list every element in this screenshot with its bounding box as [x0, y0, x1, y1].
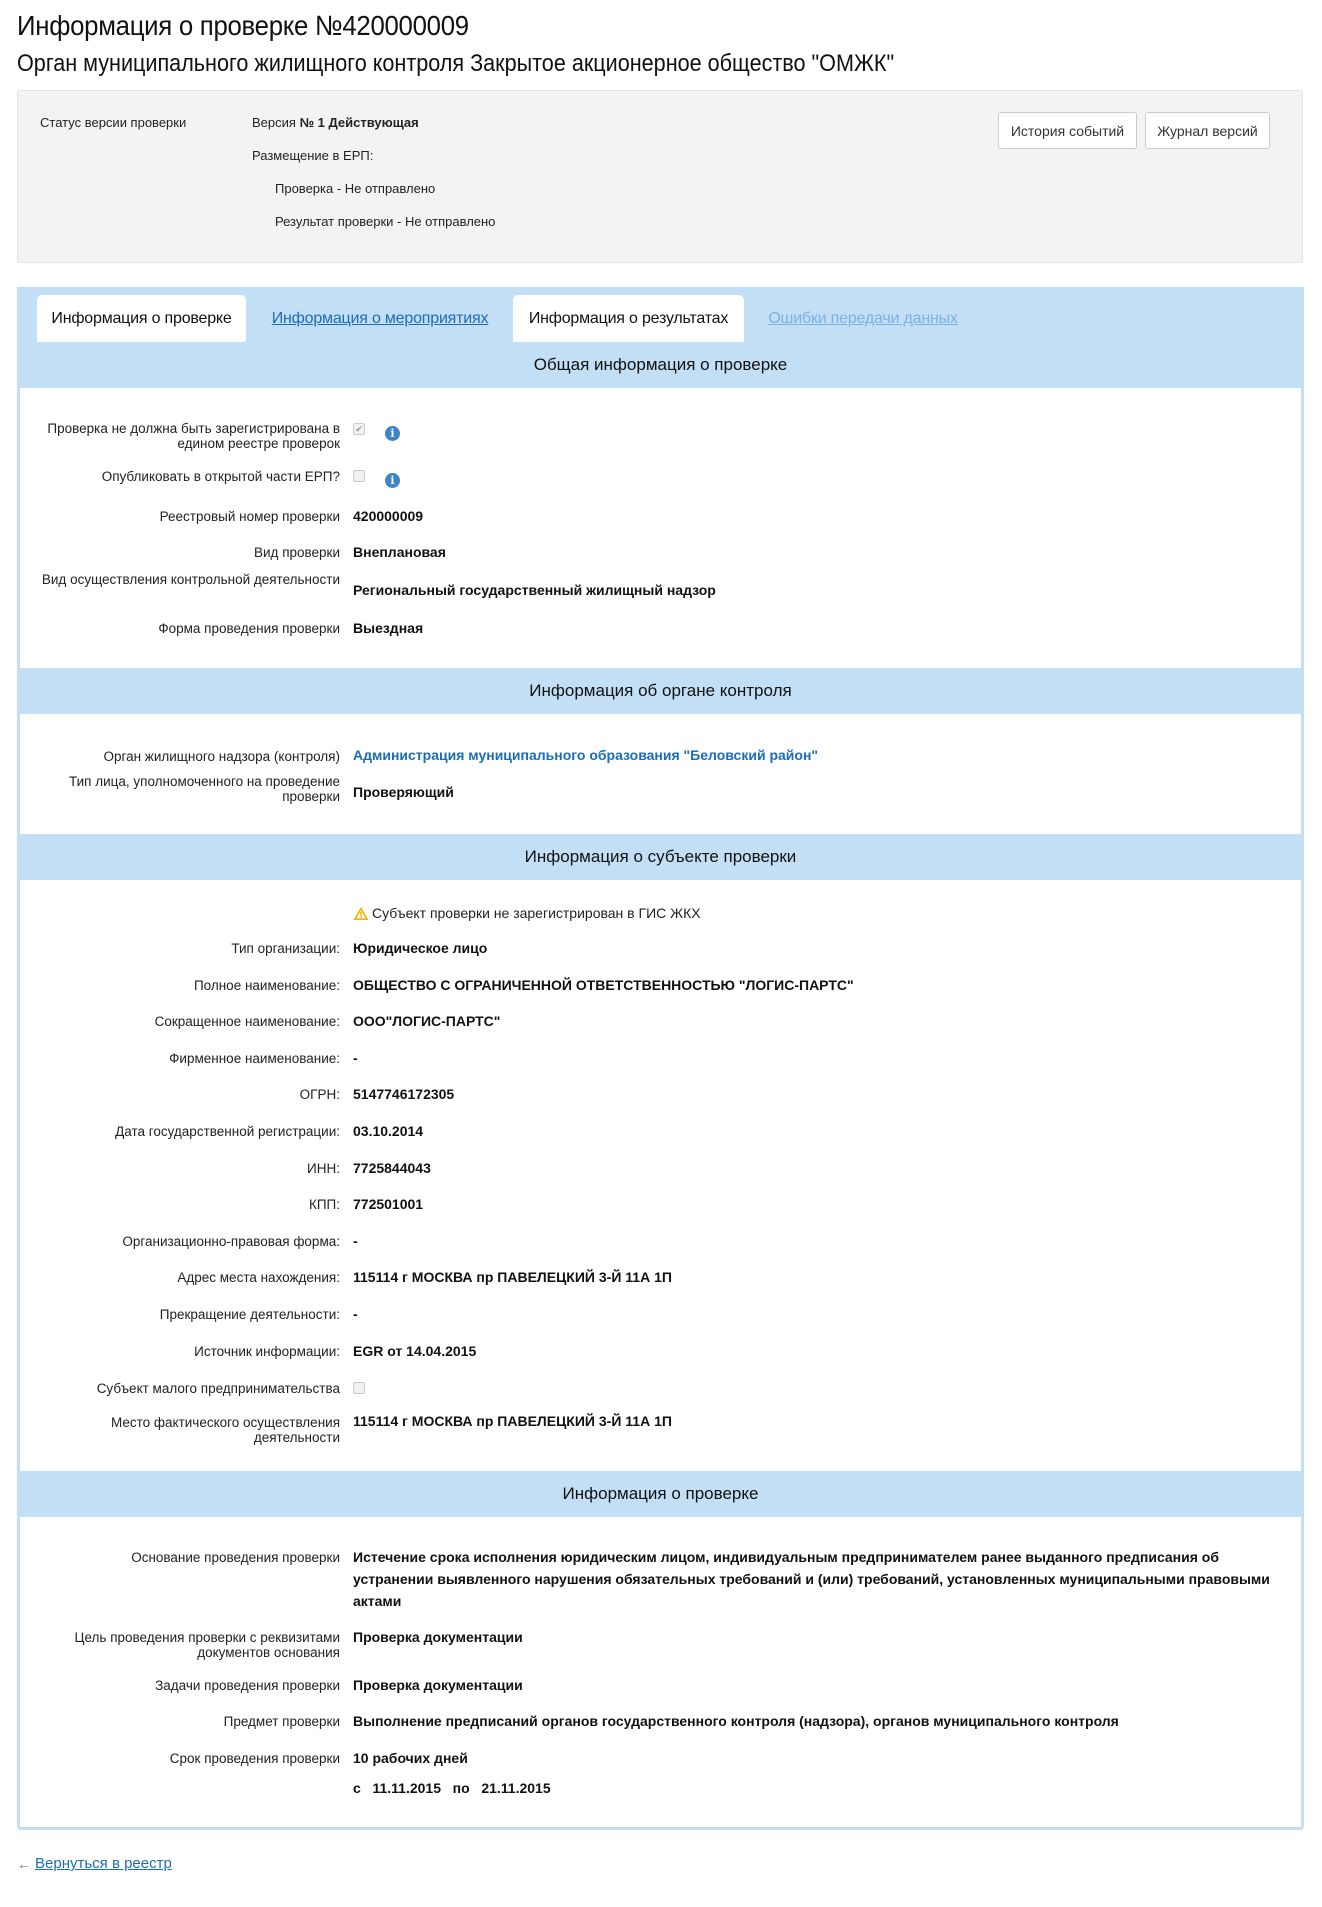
section-inspection-header: Информация о проверке [20, 1471, 1301, 1517]
registry-number-label: Реестровый номер проверки [159, 509, 340, 524]
subject-field-value: 115114 г МОСКВА пр ПАВЕЛЕЦКИЙ 3-Й 11А 1П [353, 1269, 672, 1285]
actual-place-value: 115114 г МОСКВА пр ПАВЕЛЕЦКИЙ 3-Й 11А 1П [353, 1413, 672, 1429]
subject-field-value: Юридическое лицо [353, 940, 488, 956]
subject-field-label: КПП: [308, 1197, 340, 1212]
version-status-label: Статус версии проверки [40, 115, 187, 130]
version-log-button[interactable]: Журнал версий [1145, 112, 1270, 149]
subject-field-label: ОГРН: [299, 1087, 340, 1102]
tasks-value: Проверка документации [353, 1677, 523, 1693]
erp-check-status: Проверка - Не отправлено [275, 181, 436, 196]
subject-field-label: Фирменное наименование: [169, 1051, 340, 1066]
section-subject-header: Информация о субъекте проверки [20, 834, 1301, 880]
form-value: Выездная [353, 620, 424, 636]
subject-field-value: - [353, 1233, 358, 1249]
version-info [252, 115, 419, 130]
tab-transfer-errors[interactable]: Ошибки передачи данных [768, 309, 958, 327]
activity-label: Вид осуществления контрольной деятельности [41, 572, 340, 587]
inspection-type-value: Внеплановая [353, 544, 446, 560]
person-type-label: Тип лица, уполномоченного на проведение проверки [68, 774, 340, 804]
actual-place-label: Место фактического осуществления деятельности [110, 1415, 340, 1445]
subject-field-value: - [353, 1050, 358, 1066]
goal-value: Проверка документации [353, 1629, 523, 1645]
subject-field-label: Тип организации: [231, 941, 340, 956]
arrow-left-icon: ← [17, 1855, 31, 1872]
subject-field-label: Организационно-правовая форма: [122, 1234, 340, 1249]
subject-field-label: Сокращенное наименование: [154, 1014, 340, 1029]
publish-label: Опубликовать в открытой части ЕРП? [101, 469, 340, 484]
activity-value: Региональный государственный жилищный надзор [353, 582, 716, 598]
subject-value: Выполнение предписаний органов государственного контроля (надзора), органов муниципального контроля [353, 1713, 1119, 1729]
goal-label: Цель проведения проверки с реквизитами документов основания [74, 1630, 340, 1660]
version-prefix: Версия [252, 115, 296, 130]
not-registered-warning [353, 905, 701, 921]
form-label: Форма проведения проверки [158, 621, 340, 636]
subject-field-value: EGR от 14.04.2015 [353, 1343, 477, 1359]
subject-label: Предмет проверки [223, 1714, 340, 1729]
inspection-details-panel [17, 287, 1304, 1830]
period-value: с 11.11.2015 по 21.11.2015 [353, 1780, 551, 1796]
organ-link[interactable]: Администрация муниципального образования "Беловский район" [353, 747, 819, 763]
subject-field-value: ООО"ЛОГИС-ПАРТС" [353, 1013, 501, 1029]
tab-bar [20, 287, 1301, 342]
version-value: № 1 Действующая [299, 115, 419, 130]
event-history-button[interactable]: История событий [998, 112, 1137, 149]
publish-checkbox[interactable] [353, 470, 365, 482]
subject-field-value: 772501001 [353, 1196, 424, 1212]
term-label: Срок проведения проверки [169, 1751, 340, 1766]
warning-icon [353, 906, 369, 921]
not-registered-label: Проверка не должна быть зарегистрирована в едином реестре проверок [47, 421, 340, 451]
tab-results-info[interactable]: Информация о результатах [513, 295, 744, 342]
subject-field-value: 7725844043 [353, 1160, 431, 1176]
erp-result-status: Результат проверки - Не отправлено [275, 214, 496, 229]
person-type-value: Проверяющий [353, 784, 454, 800]
subject-field-label: Источник информации: [194, 1344, 340, 1359]
inspection-type-label: Вид проверки [254, 545, 340, 560]
basis-label: Основание проведения проверки [131, 1550, 340, 1565]
info-icon[interactable]: i [385, 473, 400, 488]
tab-events-info[interactable]: Информация о мероприятиях [271, 309, 489, 327]
basis-value: Истечение срока исполнения юридическим лицом, индивидуальным предпринимателем ранее выданного предписания об устранении выявленного нарушения обязательных требований и (или) требований, установленных муниципальными правовыми актами [353, 1549, 1270, 1609]
back-to-registry-link[interactable]: Вернуться в реестр [35, 1855, 172, 1872]
subject-field-label: Дата государственной регистрации: [115, 1124, 340, 1139]
small-business-label: Субъект малого предпринимательства [96, 1381, 340, 1396]
page-subtitle: Орган муниципального жилищного контроля Закрытое акционерное общество "ОМЖК" [17, 50, 895, 77]
small-business-checkbox[interactable] [353, 1382, 365, 1394]
subject-field-value: ОБЩЕСТВО С ОГРАНИЧЕННОЙ ОТВЕТСТВЕННОСТЬЮ "ЛОГИС-ПАРТС" [353, 977, 854, 993]
organ-label: Орган жилищного надзора (контроля) [103, 749, 340, 764]
term-value: 10 рабочих дней [353, 1750, 468, 1766]
not-registered-checkbox[interactable]: ✔ [353, 423, 365, 435]
registry-number-value: 420000009 [353, 508, 424, 524]
page-title: Информация о проверке №420000009 [17, 10, 469, 41]
subject-field-value: 5147746172305 [353, 1086, 455, 1102]
warning-text: Субъект проверки не зарегистрирован в ГИС ЖКХ [372, 905, 701, 921]
section-general-header: Общая информация о проверке [20, 342, 1301, 388]
subject-field-label: ИНН: [307, 1161, 340, 1176]
subject-field-label: Прекращение деятельности: [159, 1307, 340, 1322]
info-icon[interactable]: i [385, 426, 400, 441]
subject-field-value: 03.10.2014 [353, 1123, 424, 1139]
section-authority-header: Информация об органе контроля [20, 668, 1301, 714]
subject-field-value: - [353, 1306, 358, 1322]
subject-field-label: Полное наименование: [193, 978, 340, 993]
subject-field-label: Адрес места нахождения: [177, 1270, 340, 1285]
tasks-label: Задачи проведения проверки [155, 1678, 340, 1693]
version-status-panel [17, 90, 1303, 263]
back-to-registry [17, 1855, 172, 1872]
tab-inspection-info[interactable]: Информация о проверке [37, 295, 246, 342]
erp-placement-label: Размещение в ЕРП: [252, 148, 374, 163]
